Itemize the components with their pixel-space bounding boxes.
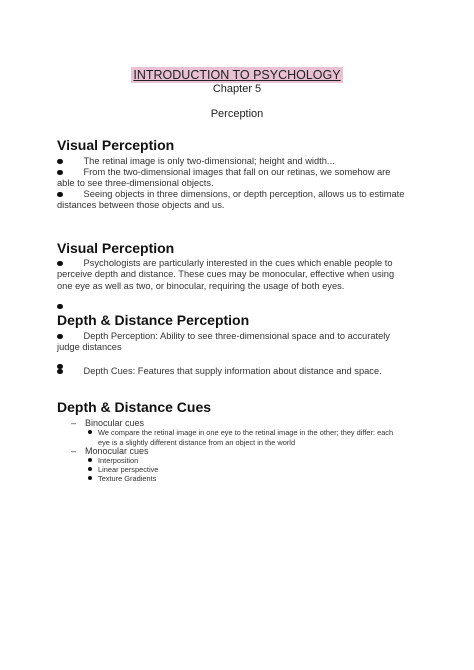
bullet-icon [57,304,63,310]
chapter-label: Chapter 5 [212,83,262,95]
sub-bullet-item: We compare the retinal image in one eye to the retinal image in the other; they differ: each eye is a slightly different distance from an object in the world [88,428,428,447]
chapter-subtitle: Perception [210,108,264,120]
section-heading: Depth & Distance Perception [57,312,250,328]
bullet-icon [88,467,92,471]
bullet-icon [57,159,63,165]
bullet-icon [88,476,92,480]
section-heading: Depth & Distance Cues [57,399,212,415]
section-heading: Visual Perception [57,240,175,256]
section-heading: Visual Perception [57,137,175,153]
bullet-paragraph: The retinal image is only two-dimensional; height and width... [57,156,425,167]
bullet-icon [57,170,63,176]
bullet-icon [57,369,63,375]
bullet-icon [57,261,63,267]
sub-bullet-item: Texture Gradients [88,474,428,484]
bullet-paragraph: Psychologists are particularly interested in the cues which enable people to perceive depth and distance. These cues may be monocular, effective when using one eye as well as two, or binocular, requiring the usage of both eyes. [57,258,395,291]
bullet-icon [57,192,63,198]
bullet-paragraph: Depth Perception: Ability to see three-dimensional space and to accurately judge distances [57,331,390,353]
document-title [0,66,474,84]
bullet-paragraph: From the two-dimensional images that fall on our retinas, we somehow are able to see three-dimensional objects. [57,167,391,189]
sub-bullet-item: Interposition [88,456,428,466]
bullet-paragraph: Seeing objects in three dimensions, or depth perception, allows us to estimate distances between those objects and us. [57,189,405,211]
dash-item: – Monocular cues [71,446,149,456]
bullet-icon [88,458,92,462]
bullet-icon [88,430,92,434]
bullet-icon [57,334,63,340]
dash-item: – Binocular cues [71,418,145,428]
sub-bullet-item: Linear perspective [88,465,428,475]
document-title-text: INTRODUCTION TO PSYCHOLOGY [133,68,341,82]
bullet-paragraph: Depth Cues: Features that supply information about distance and space. [57,366,425,377]
